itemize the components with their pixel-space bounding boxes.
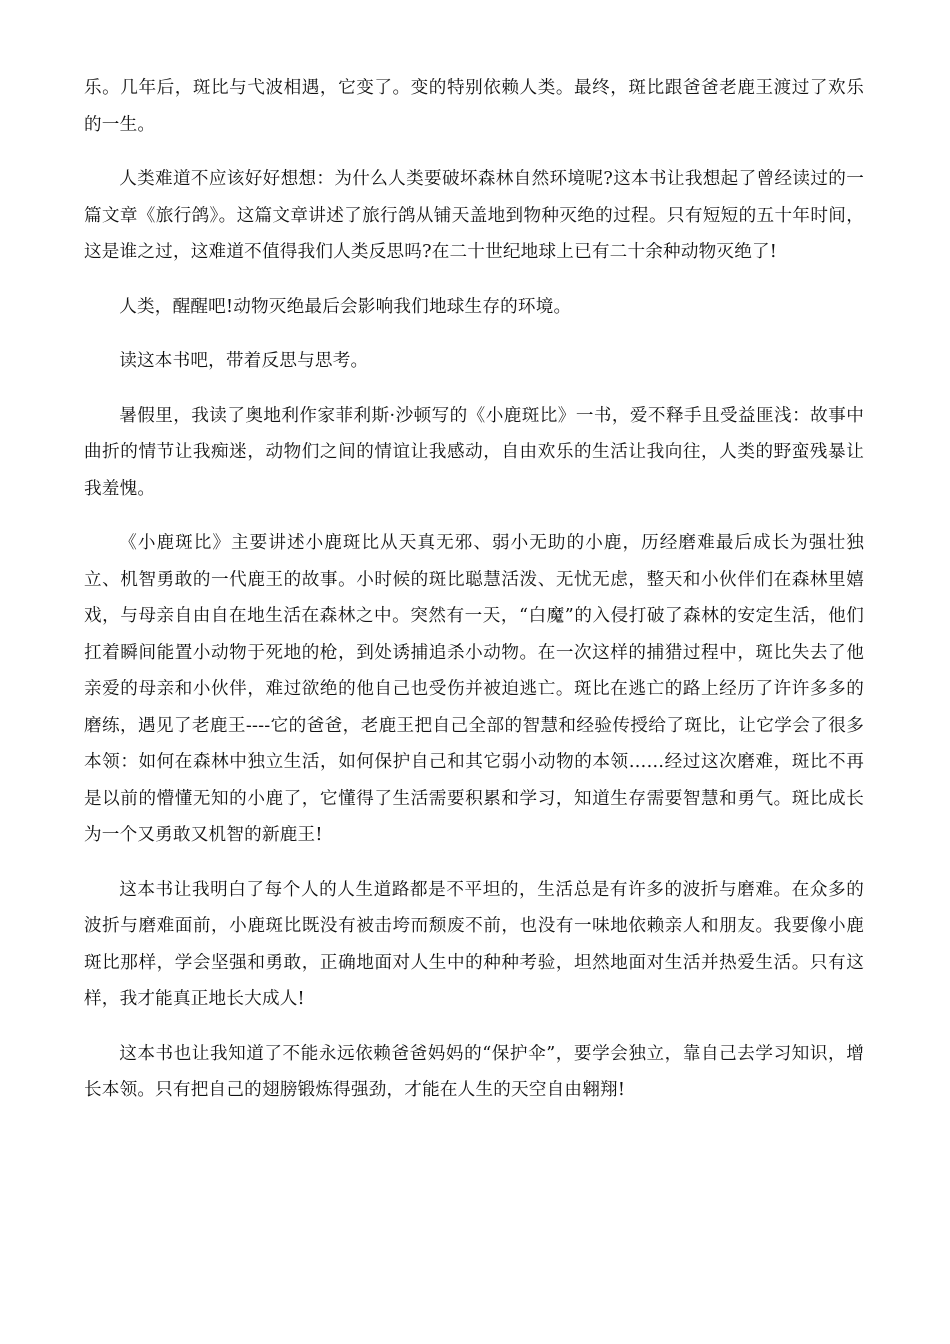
- paragraph-wake-up: 人类，醒醒吧!动物灭绝最后会影响我们地球生存的环境。: [119, 296, 572, 317]
- paragraph-continuation: 乐。几年后，斑比与弋波相遇，它变了。变的特别依赖人类。最终，斑比跟爸爸老鹿王渡过了欢乐的一生。: [84, 78, 864, 135]
- paragraph-story-summary: 《小鹿斑比》主要讲述小鹿斑比从天真无邪、弱小无助的小鹿，历经磨难最后成长为强壮独立、机智勇敢的一代鹿王的故事。小时候的斑比聪慧活泼、无忧无虑，整天和小伙伴们在森林里嬉戏，与母亲自由自在地生活在森林之中。突然有一天，“白魔”的入侵打破了森林的安定生活，他们扛着瞬间能置小动物于死地的枪，到处诱捕追杀小动物。在一次这样的捕猎过程中，斑比失去了他亲爱的母亲和小伙伴，难过欲绝的他自己也受伤并被迫逃亡。斑比在逃亡的路上经历了许许多多的磨练，遇见了老鹿王----它的爸爸，老鹿王把自己全部的智慧和经验传授给了斑比，让它学会了很多本领：如何在森林中独立生活，如何保护自己和其它弱小动物的本领……经过这次磨难，斑比不再是以前的懵懂无知的小鹿了，它懂得了生活需要积累和学习，知道生存需要智慧和勇气。斑比成长为一个又勇敢又机智的新鹿王!: [84, 533, 864, 845]
- paragraph-life-lesson: 这本书让我明白了每个人的人生道路都是不平坦的，生活总是有许多的波折与磨难。在众多的波折与磨难面前，小鹿斑比既没有被击垮而颓废不前，也没有一味地依赖亲人和朋友。我要像小鹿斑比那样，学会坚强和勇敢，正确地面对人生中的种种考验，坦然地面对生活并热爱生活。只有这样，我才能真正地长大成人!: [84, 879, 864, 1009]
- paragraph-independence: 这本书也让我知道了不能永远依赖爸爸妈妈的“保护伞”，要学会独立，靠自己去学习知识，增长本领。只有把自己的翅膀锻炼得强劲，才能在人生的天空自由翱翔!: [84, 1043, 864, 1100]
- paragraph-read-book: 读这本书吧，带着反思与思考。: [119, 351, 369, 371]
- document-page: [84, 70, 864, 1127]
- paragraph-summer-reading: 暑假里，我读了奥地利作家菲利斯·沙顿写的《小鹿斑比》一书，爱不释手且受益匪浅：故事中曲折的情节让我痴迷，动物们之间的情谊让我感动，自由欢乐的生活让我向往，人类的野蛮残暴让我羞愧。: [84, 405, 864, 499]
- paragraph-reflection: 人类难道不应该好好想想：为什么人类要破坏森林自然环境呢?这本书让我想起了曾经读过的一篇文章《旅行鸽》。这篇文章讲述了旅行鸽从铺天盖地到物种灭绝的过程。只有短短的五十年时间，这是谁之过，这难道不值得我们人类反思吗?在二十世纪地球上已有二十余种动物灭绝了!: [84, 169, 864, 262]
